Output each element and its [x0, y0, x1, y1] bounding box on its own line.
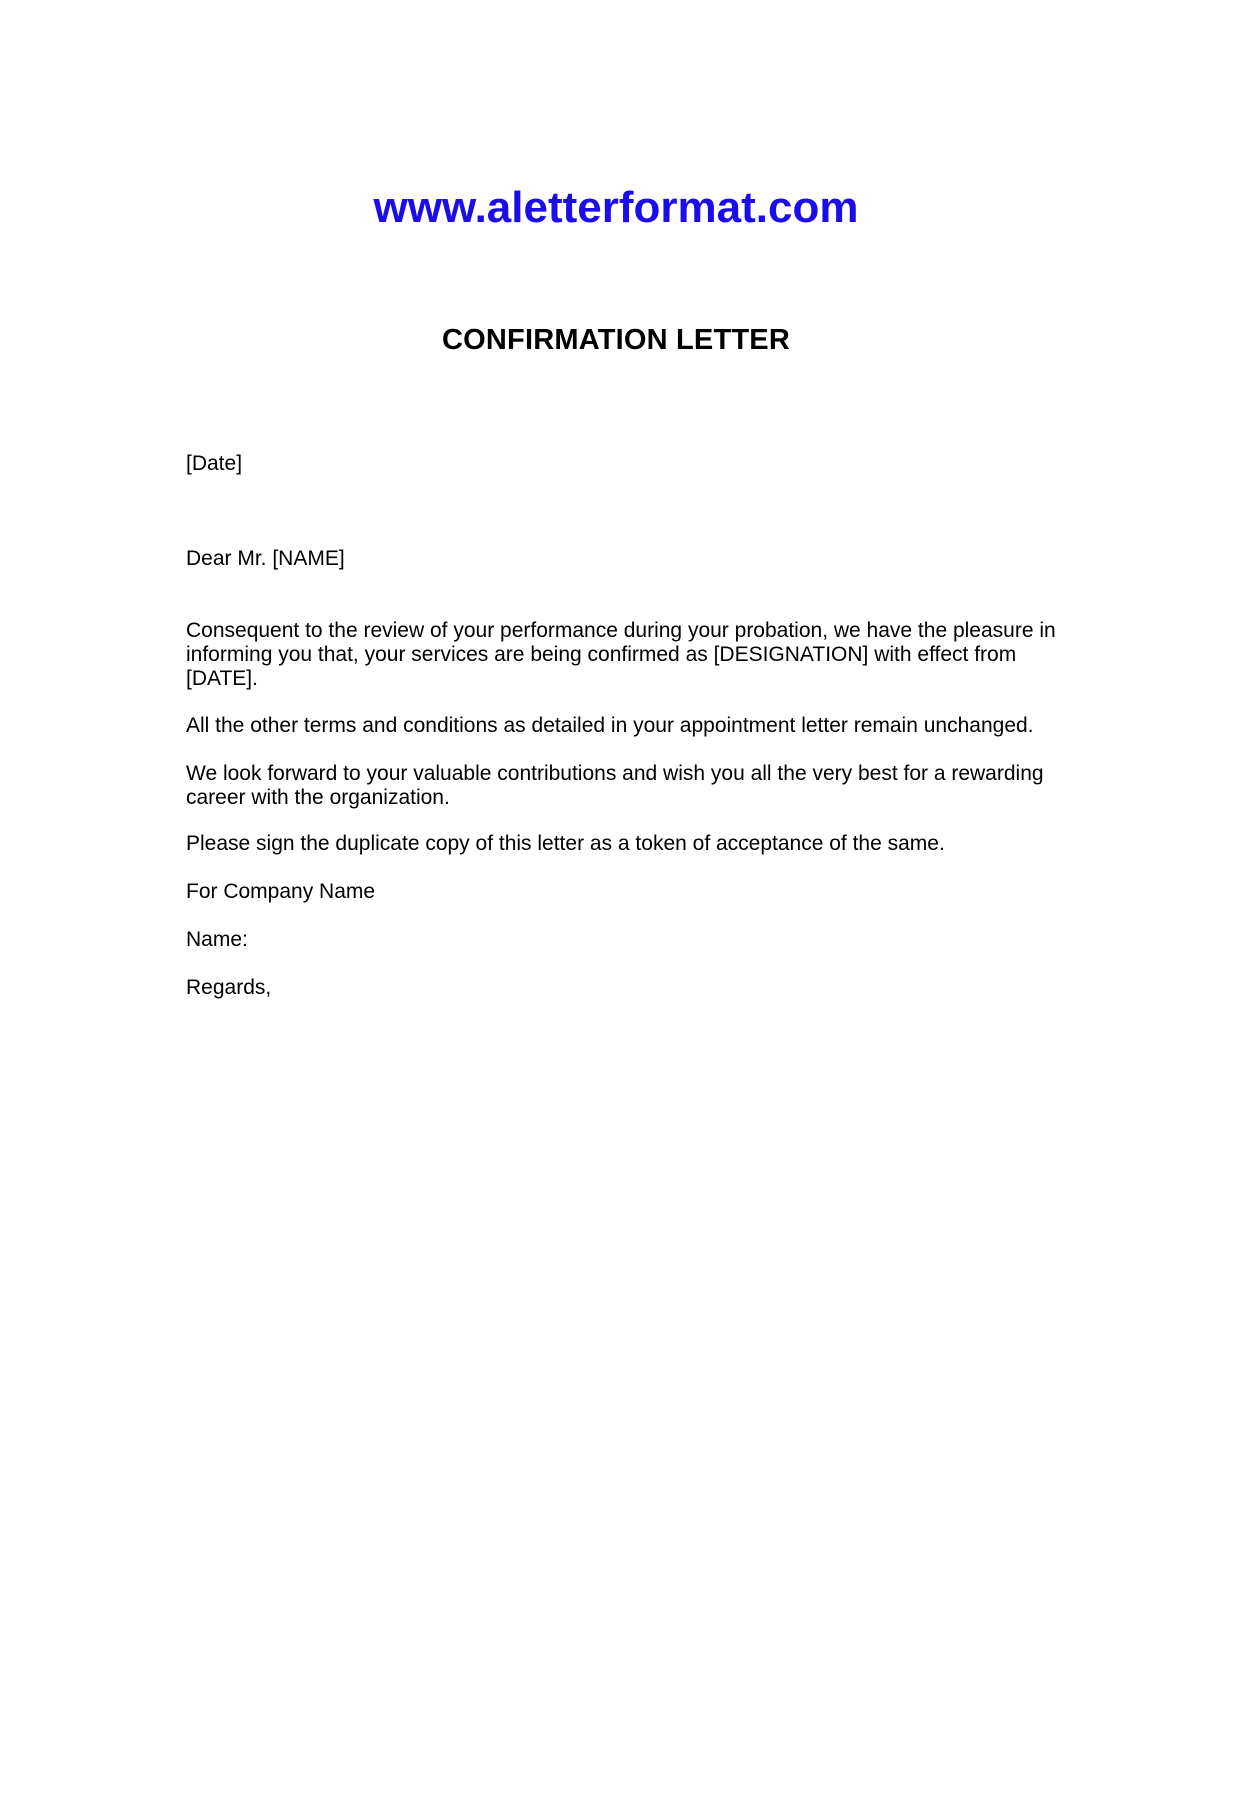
paragraph-terms: All the other terms and conditions as detailed in your appointment letter remain unchanged. [186, 714, 1034, 737]
paragraph-sign-request: Please sign the duplicate copy of this letter as a token of acceptance of the same. [186, 832, 945, 855]
closing-company: For Company Name [186, 880, 376, 903]
closing-name: Name: [186, 928, 248, 951]
closing-regards: Regards, [186, 976, 272, 999]
paragraph-wishes: We look forward to your valuable contributions and wish you all the very best for a rewarding career with the organization. [186, 762, 1044, 809]
salutation: Dear Mr. [NAME] [186, 547, 345, 570]
letter-title: CONFIRMATION LETTER [441, 324, 790, 356]
paragraph-confirmation: Consequent to the review of your performance during your probation, we have the pleasure in informing you that, your services are being confirmed as [DESIGNATION] with effect from [DATE]. [186, 619, 1056, 690]
date-line: [Date] [186, 452, 243, 475]
website-link[interactable]: www.aletterformat.com [373, 183, 859, 232]
